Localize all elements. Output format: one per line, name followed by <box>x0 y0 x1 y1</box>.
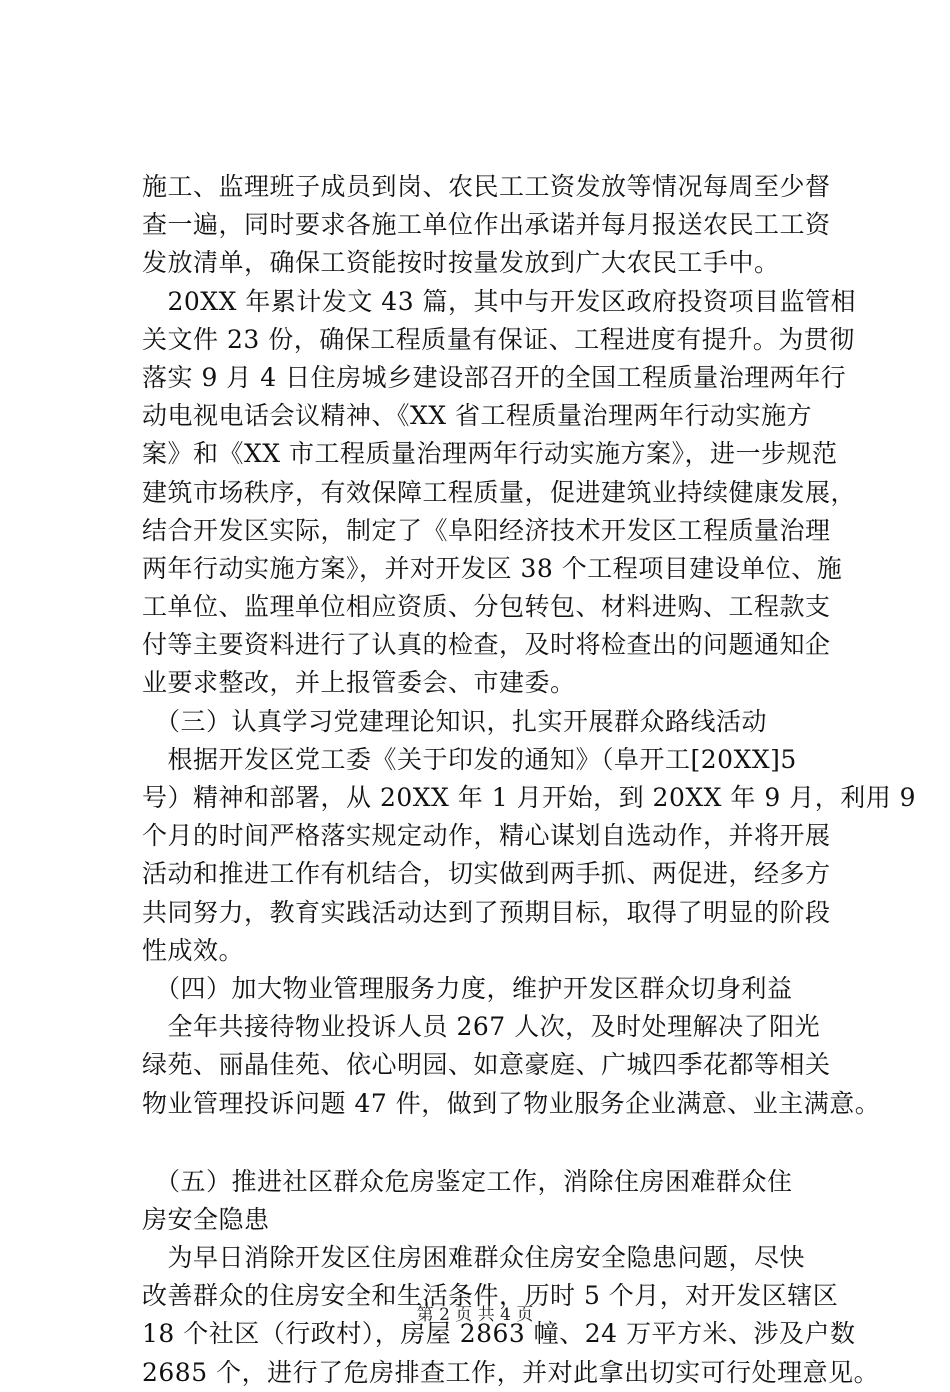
text-line: 业要求整改，并上报管委会、市建委。 <box>142 668 576 698</box>
text-line: 号）精神和部署，从 20XX 年 1 月开始，到 20XX 年 9 月，利用 9 <box>142 783 917 812</box>
text-line: 落实 9 月 4 日住房城乡建设部召开的全国工程质量治理两年行 <box>142 362 847 392</box>
text-line: 为早日消除开发区住房困难群众住房安全隐患问题，尽快 <box>142 1243 806 1273</box>
section-heading: （四）加大物业管理服务力度，维护开发区群众切身利益 <box>142 973 793 1003</box>
text-line: 绿苑、丽晶佳苑、依心明园、如意豪庭、广城四季花都等相关 <box>142 1050 831 1080</box>
section-heading: （三）认真学习党建理论知识，扎实开展群众路线活动 <box>142 706 768 736</box>
text-line: 物业管理投诉问题 47 件，做到了物业服务企业满意、业主满意。 <box>142 1088 881 1118</box>
page-footer <box>0 1300 950 1325</box>
text-line: 发放清单，确保工资能按时按量发放到广大农民工手中。 <box>142 248 780 278</box>
text-line: 付等主要资料进行了认真的检查，及时将检查出的问题通知企 <box>142 630 831 660</box>
text-line: 18 个社区（行政村），房屋 2863 幢、24 万平方米、涉及户数 <box>142 1319 856 1349</box>
text-line: 案》和《XX 市工程质量治理两年行动实施方案》，进一步规范 <box>142 439 838 469</box>
text-line: 查一遍，同时要求各施工单位作出承诺并每月报送农民工工资 <box>142 210 831 240</box>
text-line: 关文件 23 份，确保工程质量有保证、工程进度有提升。为贯彻 <box>142 324 855 354</box>
text-line: 20XX 年累计发文 43 篇，其中与开发区政府投资项目监管相 <box>142 286 857 316</box>
section-heading: 房安全隐患 <box>142 1204 270 1234</box>
document-body <box>142 168 917 1392</box>
text-line: 2685 个，进行了危房排查工作，并对此拿出切实可行处理意见。 <box>142 1357 880 1387</box>
text-line: 根据开发区党工委《关于印发的通知》（阜开工[20XX]5 <box>142 744 797 774</box>
text-line: 活动和推进工作有机结合，切实做到两手抓、两促进，经多方 <box>142 859 831 889</box>
text-line: 共同努力，教育实践活动达到了预期目标，取得了明显的阶段 <box>142 897 831 927</box>
section-heading: （五）推进社区群众危房鉴定工作，消除住房困难群众住 <box>142 1166 793 1196</box>
blank-line <box>142 1123 850 1163</box>
text-line: 施工、监理班子成员到岗、农民工工资发放等情况每周至少督 <box>142 172 831 201</box>
text-line: 工单位、监理单位相应资质、分包转包、材料进购、工程款支 <box>142 592 831 622</box>
text-line: 性成效。 <box>142 935 245 965</box>
text-line: 两年行动实施方案》，并对开发区 38 个工程项目建设单位、施 <box>142 553 843 583</box>
text-line: 建筑市场秩序，有效保障工程质量，促进建筑业持续健康发展， <box>142 477 857 507</box>
text-line: 结合开发区实际，制定了《阜阳经济技术开发区工程质量治理 <box>142 515 831 545</box>
text-line: 个月的时间严格落实规定动作，精心谋划自选动作，并将开展 <box>142 821 831 851</box>
page-number-label: 第 2 页 共 4 页 <box>416 1305 534 1325</box>
text-line: 全年共接待物业投诉人员 267 人次，及时处理解决了阳光 <box>142 1012 821 1042</box>
text-line: 改善群众的住房安全和生活条件，历时 5 个月，对开发区辖区 <box>142 1281 839 1311</box>
text-line: 动电视电话会议精神、《XX 省工程质量治理两年行动实施方 <box>142 401 813 431</box>
